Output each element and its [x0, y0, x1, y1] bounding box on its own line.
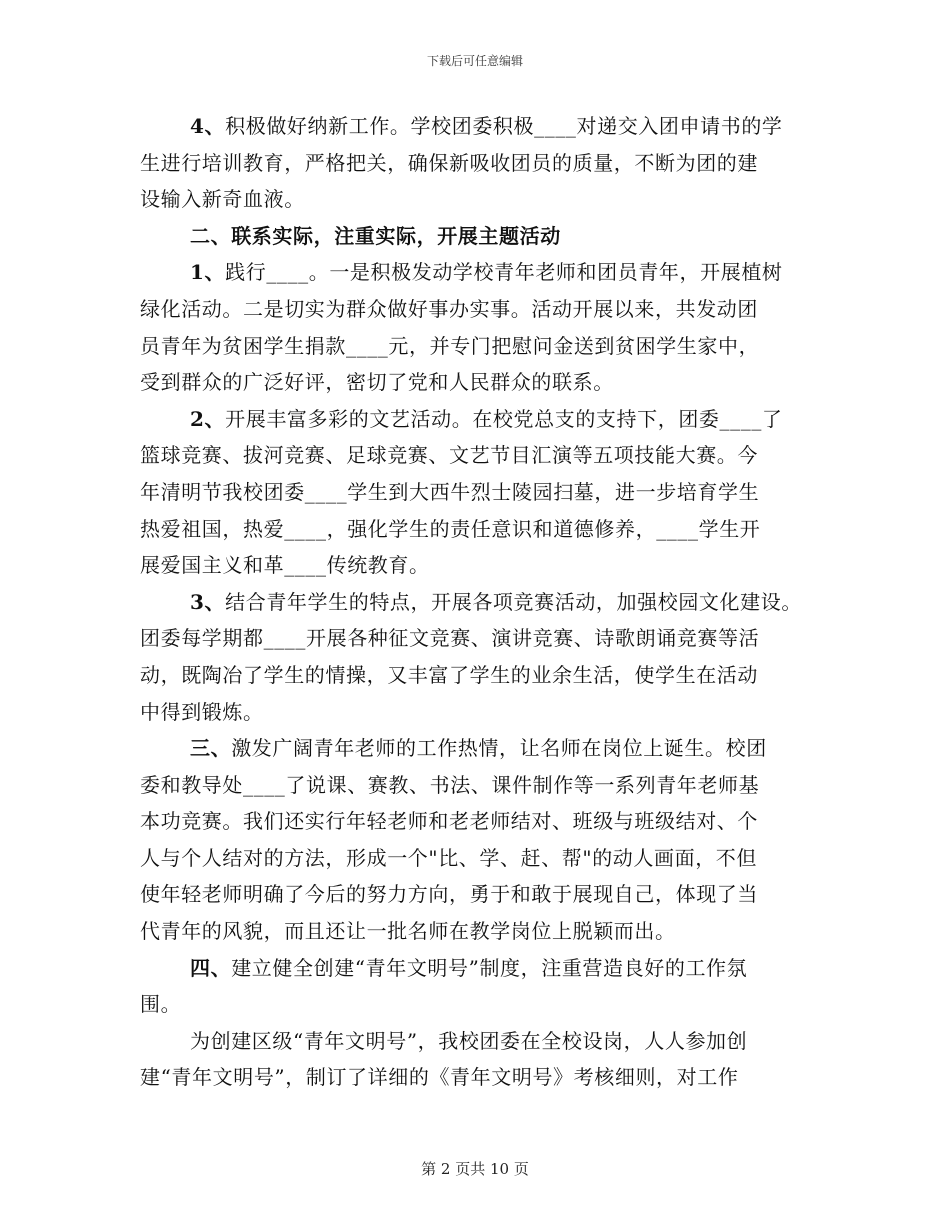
- text-line: [140, 474, 830, 511]
- text-line: [140, 1059, 830, 1096]
- text-line: [140, 401, 830, 438]
- paragraph: [140, 1023, 830, 1096]
- page-number: 第 2 页共 10 页: [421, 1160, 529, 1178]
- text-line: [140, 657, 830, 694]
- line-text: 设输入新奇血液。: [140, 187, 305, 212]
- line-text: 使年轻老师明确了今后的努力方向，勇于和敢于展现自己，体现了当: [140, 882, 758, 907]
- paragraph: [140, 401, 830, 584]
- text-line: [140, 181, 830, 218]
- text-line: [140, 108, 830, 145]
- paragraph: [140, 254, 830, 400]
- line-text: 建立健全创建“青年文明号”制度，注重营造良好的工作氛: [231, 955, 748, 980]
- paragraph: [140, 108, 830, 218]
- text-line: [140, 218, 830, 255]
- paragraph: [140, 584, 830, 730]
- text-line: [140, 767, 830, 804]
- line-text: 生进行培训教育，严格把关，确保新吸收团员的质量，不断为团的建: [140, 150, 758, 175]
- paragraph: [140, 730, 830, 950]
- item-number: 1、: [190, 260, 226, 285]
- line-text: 年清明节我校团委____学生到大西牛烈士陵园扫墓，进一步培育学生: [140, 479, 760, 504]
- text-line: [140, 986, 830, 1023]
- text-line: [140, 437, 830, 474]
- line-text: 激发广阔青年老师的工作热情，让名师在岗位上诞生。校团: [231, 736, 767, 761]
- line-text: 践行____。一是积极发动学校青年老师和团员青年，开展植树: [225, 260, 783, 285]
- text-line: [140, 254, 830, 291]
- document-body: [140, 108, 830, 1096]
- text-line: [140, 145, 830, 182]
- page-header-note: 下载后可任意编辑: [426, 54, 523, 68]
- line-text: 积极做好纳新工作。学校团委积极____对递交入团申请书的学: [225, 114, 783, 138]
- line-text: 员青年为贫困学生捐款____元，并专门把慰问金送到贫困学生家中，: [140, 333, 760, 358]
- line-text: 篮球竞赛、拔河竞赛、足球竞赛、文艺节目汇演等五项技能大赛。今: [140, 443, 758, 468]
- line-text: 热爱祖国，热爱____，强化学生的责任意识和道德修养，____学生开: [140, 516, 761, 541]
- item-number: 2、: [190, 406, 226, 431]
- line-text: 团委每学期都____开展各种征文竞赛、演讲竞赛、诗歌朗诵竞赛等活: [140, 626, 760, 651]
- paragraph: [140, 218, 830, 255]
- line-text: 受到群众的广泛好评，密切了党和人民群众的联系。: [140, 370, 614, 395]
- text-line: [140, 730, 830, 767]
- text-line: [140, 876, 830, 913]
- text-line: [140, 1023, 830, 1060]
- line-text: 本功竞赛。我们还实行年轻老师和老老师结对、班级与班级结对、个: [140, 809, 758, 834]
- text-line: [140, 803, 830, 840]
- line-text: 为创建区级“青年文明号”，我校团委在全校设岗，人人参加创: [190, 1028, 748, 1053]
- text-line: [140, 364, 830, 401]
- line-text: 结合青年学生的特点，开展各项竞赛活动，加强校园文化建设。: [225, 589, 802, 614]
- line-text: 代青年的风貌，而且还让一批名师在教学岗位上脱颖而出。: [140, 919, 676, 944]
- line-text: 展爱国主义和革____传统教育。: [140, 553, 430, 578]
- line-text: 围。: [140, 992, 182, 1017]
- text-line: [140, 950, 830, 987]
- text-line: [140, 547, 830, 584]
- line-text: 建“青年文明号”，制订了详细的《青年文明号》考核细则，对工作: [140, 1065, 739, 1090]
- text-line: [140, 584, 830, 621]
- text-line: [140, 913, 830, 950]
- line-text: 动，既陶冶了学生的情操，又丰富了学生的业余生活，使学生在活动: [140, 662, 758, 687]
- line-text: 开展丰富多彩的文艺活动。在校党总支的支持下，团委____了: [225, 406, 783, 431]
- line-text: 人与个人结对的方法，形成一个"比、学、赶、帮"的动人画面，不但: [140, 845, 757, 870]
- text-line: [140, 840, 830, 877]
- line-text: 委和教导处____了说课、赛教、书法、课件制作等一系列青年老师基: [140, 772, 760, 797]
- item-number: 4、: [190, 114, 226, 138]
- text-line: [140, 694, 830, 731]
- item-number: 3、: [190, 589, 226, 614]
- text-line: [140, 511, 830, 548]
- item-number: 三、: [190, 736, 232, 761]
- text-line: [140, 620, 830, 657]
- section-heading: 二、联系实际，注重实际，开展主题活动: [190, 223, 561, 248]
- paragraph: [140, 950, 830, 1023]
- line-text: 绿化活动。二是切实为群众做好事办实事。活动开展以来，共发动团: [140, 296, 758, 321]
- line-text: 中得到锻炼。: [140, 699, 264, 724]
- item-number: 四、: [190, 955, 232, 980]
- text-line: [140, 291, 830, 328]
- text-line: [140, 328, 830, 365]
